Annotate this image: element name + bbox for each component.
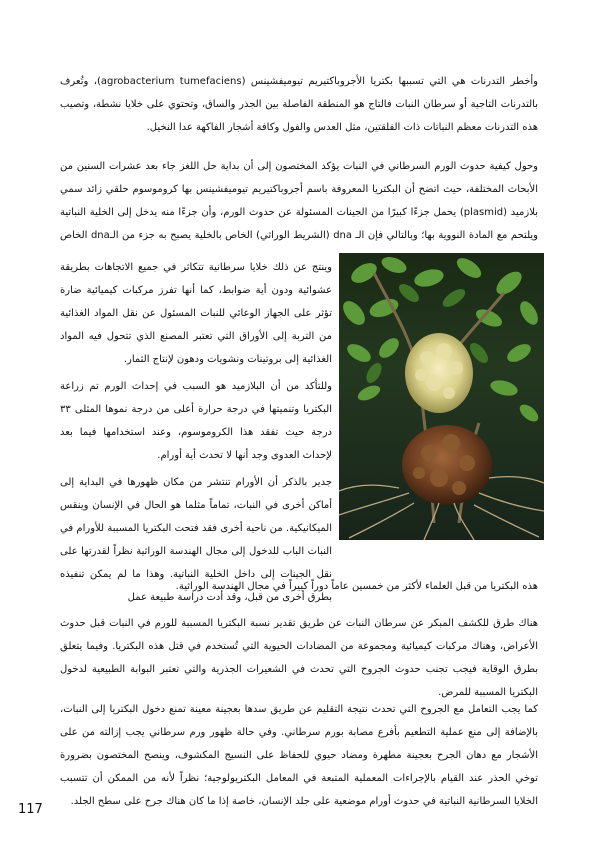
paragraph-3: وينتج عن ذلك خلايا سرطانية تتكاثر في جميع الاتجاهات بطريقة عشوائية ودون أية ضوابط، كما أنها تفرز مركبات كيميائية ضارة تؤثر على الجهاز الوعائي للنبات المسئول عن نقل المواد الغذائية من التربة إلى الأوراق التي تعتبر المصنع الذي تتحول فيه المواد الغذائية إلى بروتينات ونشويات ودهون لإنتاج الثمار. (60, 262, 332, 365)
crown-gall-illustration (339, 253, 544, 540)
paragraph-6: هناك طرق للكشف المبكر عن سرطان النبات عن طريق تقدير نسبة البكتريا المسببة للورم في النبات قبل حدوث الأعراض، وهناك مركبات كيميائية ومجموعة من المضادات الحيوية التي تُستخدم في قتل هذه البكتريا. وفيما يتعلق بطرق الوقاية فيجب تجنب حدوث الجروح التي تحدث في الشعيرات الجذرية والتي تعتبر البوابة الطبيعية لدخول البكتريا المسببة للمرض. (60, 618, 538, 698)
paragraph-7: كما يجب التعامل مع الجروح التي تحدث نتيجة التقليم عن طريق سدها بعجينة معينة تمنع دخول البكتريا إلى النبات، بالإضافة إلى منع عملية التطعيم بأفرع مصابة بورم سرطاني. وفي حالة ظهور ورم سرطاني يجب إزالته من على الأشجار مع دهان الجرح بعجينة مطهرة ومضاد حيوي للحفاظ على النسيج المكشوف، وينصح المختصون بضرورة توخي الحذر عند القيام بالإجراءات المعملية المتبعة في المعامل البكتريولوجية؛ نظراً لأنه من الممكن أن تتسبب الخلايا السرطانية النباتية في حدوث أورام موضعية على جلد الإنسان، خاصة إذا ما كان هناك جرح على سطح الجلد. (60, 704, 538, 807)
crown-gall-tumor-photo (339, 253, 544, 540)
page-number: 117 (18, 802, 43, 817)
paragraph-2: وحول كيفية حدوث الورم السرطاني في النبات يؤكد المختصون إلى أن بداية حل اللغز جاء بعد عشرات السنين من الأبحاث المختلفة، حيث اتضح أن البكتريا المعروفة باسم أجروباكتيريم تيوميفشينس بها كروموسوم حلقي زائد سمي بلازميد (plasmid) يحمل جزءًا كبيرًا من الجينات المسئولة عن حدوث الورم، وأن جزءًا منه يدخل إلى الخلية النباتية ويلتحم مع المادة النووية بها؛ وبالتالي فإن الـ dna (الشريط الوراثي) الخاص بالخلية يصبح به جزء من الـdna الخاص (60, 161, 538, 241)
paragraph-5: جدير بالذكر أن الأورام تنتشر من مكان ظهورها في البداية إلى أماكن أخرى في النبات، تماماً مثلما هو الحال في الإنسان وينقس الميكانيكية. من ناحية أخرى فقد فتحت البكتريا المسببة للأورام في النبات الباب للدخول إلى مجال الهندسة الوراثية نظراً لقدرتها على نقل الجينات إلى داخل الخلية النباتية. وهذا ما لم يمكن تنفيذه بطرق أخرى من قبل، وقد أدت دراسة طبيعة عمل (60, 477, 332, 603)
paragraph-4: وللتأكد من أن البلازميد هو السبب في إحداث الورم تم زراعة البكتريا وتنميتها في درجة حرارة أعلى من درجة نموها المثلى ٣٣ درجة حيث تفقد هذا الكروموسوم، وعند استخدامها فيما بعد لإحداث العدوى وجد أنها لا تحدث أية أورام. (60, 381, 332, 461)
paragraph-1: وأخطر التدرنات هي التي تسببها بكتريا الأجروباكتيريم تيوميفشينس (agrobacterium tumefaciens)، وتُعرف بالتدرنات التاجية أو سرطان النبات فالتاج هو المنطقة الفاصلة بين الجذر والساق، وتحتوي على خلايا نشطة، وتصيب هذه التدرنات معظم النباتات ذات الفلقتين، مثل العدس والفول وكافة أشجار الفاكهة عدا النخيل. (60, 76, 538, 133)
paragraph-5-continued: هذه البكتريا من قبل العلماء لأكثر من خمسين عاماً دوراً كبيراً في مجال الهندسة الوراثية. (175, 581, 538, 592)
